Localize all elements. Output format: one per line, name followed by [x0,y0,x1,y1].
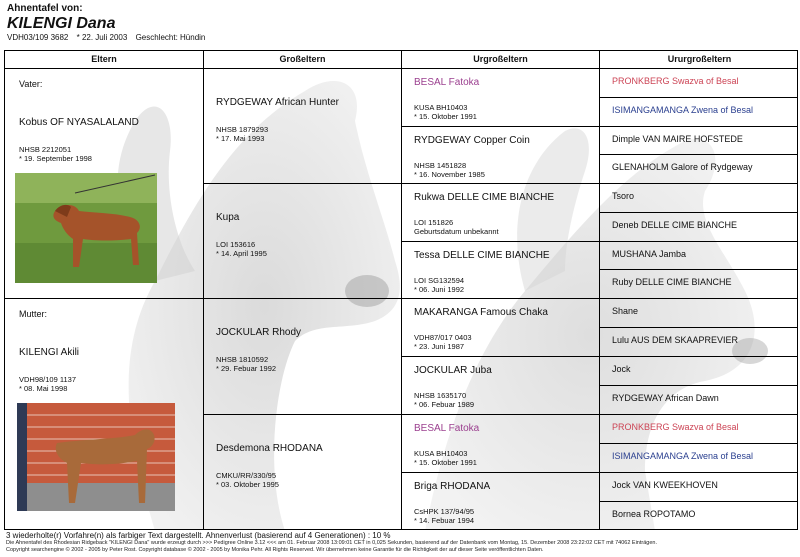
great-grandparent-birth: Geburtsdatum unbekannt [414,227,499,236]
parent-cell-mother[interactable] [5,299,204,530]
great-grandparent-reg: LOI 151826 [414,218,454,227]
great-grandparent-cell[interactable] [402,415,600,473]
grandparent-cell[interactable] [204,184,402,299]
great-grandparent-meta [414,333,472,351]
great-grandparent-meta [414,276,464,294]
great-great-grandparent-name[interactable]: Deneb DELLE CIME BIANCHE [612,220,738,230]
great-great-grandparent-name[interactable]: RYDGEWAY African Dawn [612,393,719,403]
grandparent-cell[interactable] [204,69,402,184]
great-great-grandparent-cell[interactable] [600,502,798,530]
grandparent-name[interactable]: Desdemona RHODANA [216,443,323,454]
father-birth: * 19. September 1998 [19,154,92,163]
great-grandparent-cell[interactable] [402,184,600,242]
great-grandparent-cell[interactable] [402,299,600,357]
pedigree-table [4,50,798,530]
great-grandparent-cell[interactable] [402,357,600,415]
grandparent-name[interactable]: JOCKULAR Rhody [216,327,302,338]
father-meta [19,145,92,163]
great-grandparent-name[interactable]: Tessa DELLE CIME BIANCHE [414,250,550,261]
birth-date: * 22. Juli 2003 [76,33,128,42]
great-grandparent-cell[interactable] [402,473,600,530]
grandparent-birth: * 03. Oktober 1995 [216,480,279,489]
great-great-grandparent-name[interactable]: Lulu AUS DEM SKAAPREVIER [612,335,739,345]
mother-meta [19,375,76,393]
father-label: Vater: [19,79,43,89]
registration-number: VDH03/109 3682 [7,33,69,42]
great-grandparent-birth: * 06. Juni 1992 [414,285,465,294]
repeat-ancestors-note: 3 wiederholte(r) Vorfahre(n) als farbiger Text dargestellt. Ahnenverlust (basierend auf 4 Generationen) : 10 % [6,531,391,540]
great-grandparent-name[interactable]: BESAL Fatoka [414,77,480,88]
great-grandparent-birth: * 14. Febuar 1994 [414,516,475,525]
great-grandparent-cell[interactable] [402,69,600,127]
sex-label: Geschlecht: Hündin [135,33,206,42]
great-great-grandparent-name[interactable]: GLENAHOLM Galore of Rydgeway [612,162,753,172]
grandparent-name[interactable]: Kupa [216,212,240,223]
grandparent-birth: * 14. April 1995 [216,249,267,258]
great-great-grandparent-name[interactable]: ISIMANGAMANGA Zwena of Besal [612,451,754,461]
mother-birth: * 08. Mai 1998 [19,384,68,393]
great-grandparent-birth: * 23. Juni 1987 [414,342,465,351]
header-label: Ahnentafel von: [7,3,83,14]
great-great-grandparent-cell[interactable] [600,473,798,502]
great-grandparent-meta [414,449,477,467]
great-grandparent-reg: NHSB 1635170 [414,391,467,400]
grandparent-reg: NHSB 1879293 [216,125,269,134]
pedigree-header [7,3,793,42]
copyright-notice: Copyright searchengine © 2002 - 2005 by Peter Rost. Copyright database © 2002 - 2005 by Monika Pehr. All Rights Reserved. Wir übernehmen keine Garantie für die Richtigkeit der auf dieser Seite veröffentlichten Daten. [6,547,544,553]
great-great-grandparent-cell[interactable] [600,69,798,98]
great-grandparent-cell[interactable] [402,127,600,184]
great-great-grandparent-cell[interactable] [600,299,798,328]
great-great-grandparent-cell[interactable] [600,270,798,299]
great-grandparent-meta [414,161,485,179]
great-great-grandparent-name[interactable]: ISIMANGAMANGA Zwena of Besal [612,105,754,115]
great-great-grandparent-cell[interactable] [600,127,798,155]
grandparent-reg: NHSB 1810592 [216,355,269,364]
great-great-grandparent-name[interactable]: Ruby DELLE CIME BIANCHE [612,277,732,287]
great-grandparent-meta [414,507,474,525]
grandparent-cell[interactable] [204,415,402,530]
father-photo [15,173,157,283]
great-great-grandparent-cell[interactable] [600,242,798,270]
great-grandparent-reg: CsHPK 137/94/95 [414,507,475,516]
great-great-grandparent-cell[interactable] [600,415,798,444]
great-grandparent-reg: NHSB 1451828 [414,161,467,170]
great-grandparent-birth: * 06. Febuar 1989 [414,400,475,409]
grandparent-cell[interactable] [204,299,402,415]
great-grandparent-meta [414,391,474,409]
mother-photo [17,403,175,511]
dog-name-title: KILENGI Dana [7,15,116,32]
great-great-grandparent-cell[interactable] [600,357,798,386]
father-reg: NHSB 2212051 [19,145,72,154]
grandparent-name[interactable]: RYDGEWAY African Hunter [216,97,340,108]
great-great-grandparent-name[interactable]: PRONKBERG Swazva of Besal [612,76,739,86]
mother-reg: VDH98/109 1137 [19,375,76,384]
great-grandparent-name[interactable]: Briga RHODANA [414,481,491,492]
great-grandparent-name[interactable]: Rukwa DELLE CIME BIANCHE [414,192,555,203]
great-great-grandparent-cell[interactable] [600,386,798,415]
great-grandparent-name[interactable]: RYDGEWAY Copper Coin [414,135,530,146]
great-great-grandparent-name[interactable]: Dimple VAN MAIRE HOFSTEDE [612,134,743,144]
grandparent-reg: CMKU/RR/330/95 [216,471,277,480]
grandparent-meta [216,471,279,489]
column-header-great-great-grandparents: Ururgroßeltern [600,51,798,69]
great-great-grandparent-name[interactable]: Bornea ROPOTAMO [612,509,696,519]
mother-name[interactable]: KILENGI Akili [19,347,80,358]
great-great-grandparent-name[interactable]: Tsoro [612,191,635,201]
great-great-grandparent-cell[interactable] [600,155,798,184]
father-name[interactable]: Kobus OF NYASALALAND [19,117,139,128]
great-great-grandparent-name[interactable]: Jock VAN KWEEKHOVEN [612,480,718,490]
grandparent-birth: * 17. Mai 1993 [216,134,265,143]
great-grandparent-birth: * 15. Oktober 1991 [414,112,477,121]
great-grandparent-meta [414,103,477,121]
column-header-great-grandparents: Urgroßeltern [402,51,600,69]
grandparent-birth: * 29. Febuar 1992 [216,364,277,373]
great-grandparent-birth: * 16. November 1985 [414,170,485,179]
great-great-grandparent-cell[interactable] [600,98,798,127]
mother-label: Mutter: [19,309,48,319]
grandparent-reg: LOI 153616 [216,240,256,249]
grandparent-meta [216,240,267,258]
great-great-grandparent-cell[interactable] [600,213,798,242]
great-great-grandparent-name[interactable]: Shane [612,306,639,316]
great-grandparent-name[interactable]: BESAL Fatoka [414,423,480,434]
grandparent-meta [216,355,276,373]
generation-info: Die Ahnentafel des Rhodesian Ridgeback "KILENGI Dana" wurde erzeugt durch >>> Pedigree Online 3.12 <<< am 01. Februar 2008 13:09:01 CET in 0,025 Sekunden, basierend auf der Datenbank vom Montag, 15. Dezember 2008 23:22:02 CET mit 74062 Einträgen. [6,540,657,546]
grandparent-meta [216,125,268,143]
great-grandparent-meta [414,218,499,236]
great-grandparent-reg: KUSA BH10403 [414,449,468,458]
dog-info-line [7,33,793,42]
great-grandparent-reg: VDH87/017 0403 [414,333,472,342]
great-great-grandparent-cell[interactable] [600,184,798,213]
great-grandparent-birth: * 15. Oktober 1991 [414,458,477,467]
great-grandparent-name[interactable]: JOCKULAR Juba [414,365,492,376]
great-grandparent-name[interactable]: MAKARANGA Famous Chaka [414,307,548,318]
great-grandparent-reg: LOI SG132594 [414,276,465,285]
column-header-parents: Eltern [5,51,204,69]
great-great-grandparent-name[interactable]: Jock [612,364,631,374]
great-grandparent-cell[interactable] [402,242,600,299]
great-great-grandparent-cell[interactable] [600,328,798,357]
parent-cell-father[interactable] [5,69,204,299]
great-great-grandparent-name[interactable]: PRONKBERG Swazva of Besal [612,422,739,432]
great-grandparent-reg: KUSA BH10403 [414,103,468,112]
great-great-grandparent-cell[interactable] [600,444,798,473]
pedigree-footer [6,531,796,554]
great-great-grandparent-name[interactable]: MUSHANA Jamba [612,249,687,259]
column-header-grandparents: Großeltern [204,51,402,69]
